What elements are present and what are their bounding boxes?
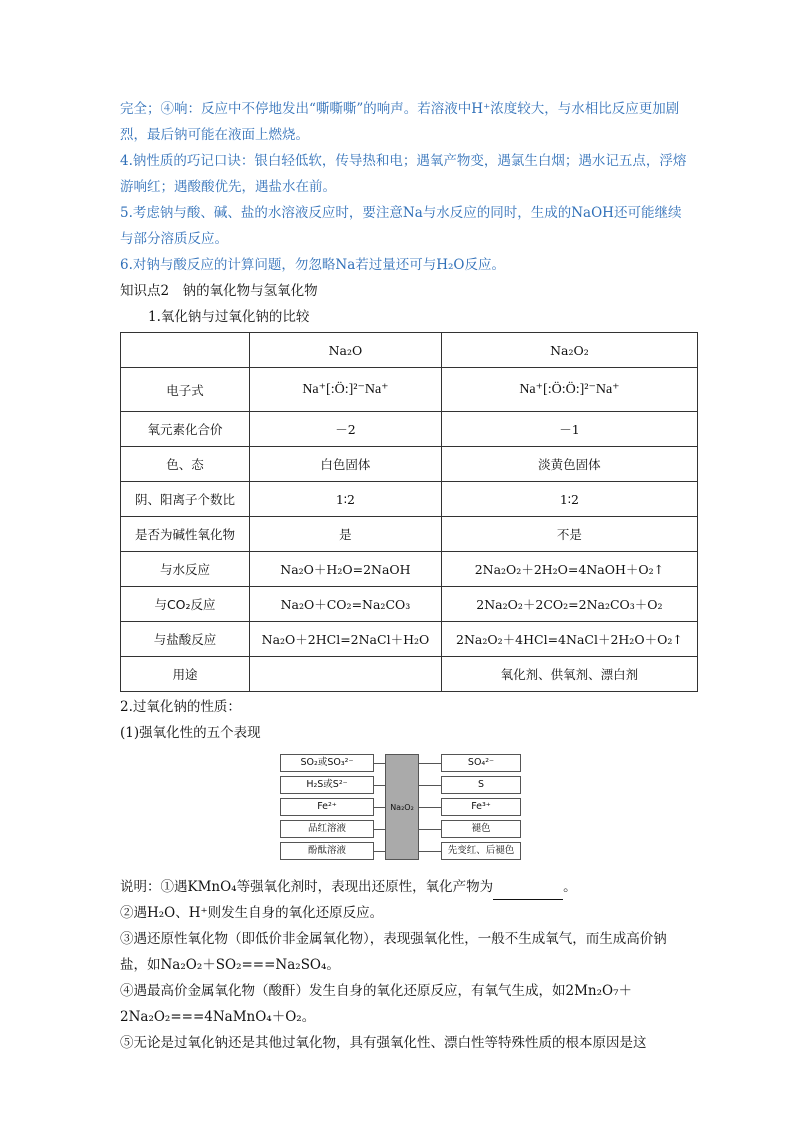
row-label: 是否为碱性氧化物 — [121, 517, 250, 552]
diagram-connector — [373, 785, 385, 786]
document-page — [120, 96, 690, 1056]
table-cell: 淡黄色固体 — [441, 447, 697, 482]
diagram-right-box: 先变红、后褪色 — [441, 842, 521, 860]
table-row — [121, 517, 698, 552]
diagram-center-na2o2: Na₂O₂ — [385, 754, 419, 860]
answer-blank — [493, 885, 563, 900]
diagram-left-box: Fe²⁺ — [280, 798, 374, 816]
table-cell: 2Na₂O₂＋4HCl=4NaCl＋2H₂O＋O₂↑ — [441, 622, 697, 657]
note-4: ④遇最高价金属氧化物（酸酐）发生自身的氧化还原反应，有氧气生成，如2Mn₂O₇＋2Na₂O₂===4NaMnO₄＋O₂。 — [120, 983, 632, 1025]
table-cell: Na₂O＋2HCl=2NaCl＋H₂O — [250, 622, 442, 657]
table-row — [121, 482, 698, 517]
table-cell: 1∶2 — [441, 482, 697, 517]
note-2: ②遇H₂O、H⁺则发生自身的氧化还原反应。 — [120, 905, 384, 921]
paragraph-calculation: 6.对钠与酸反应的计算问题，勿忽略Na若过量还可与H₂O反应。 — [120, 257, 505, 273]
row-label: 氧元素化合价 — [121, 412, 250, 447]
diagram-right-box: S — [441, 776, 521, 794]
note-3: ③遇还原性氧化物（即低价非金属氧化物），表现强氧化性，一般不生成氧气，而生成高价钠盐，如Na₂O₂＋SO₂===Na₂SO₄。 — [120, 931, 667, 973]
diagram-connector — [419, 851, 441, 852]
header-cell-empty — [121, 333, 250, 368]
row-label: 与CO₂反应 — [121, 587, 250, 622]
paragraph-acid-base-salt: 5.考虑钠与酸、碱、盐的水溶液反应时，要注意Na与水反应的同时，生成的NaOH还可能继续与部分溶质反应。 — [120, 205, 682, 247]
section-title: 知识点2 钠的氧化物与氢氧化物 — [120, 283, 318, 299]
table-row — [121, 622, 698, 657]
table-cell: Na₂O＋CO₂=Na₂CO₃ — [250, 587, 442, 622]
diagram-right-box: SO₄²⁻ — [441, 754, 521, 772]
table-cell: －1 — [441, 412, 697, 447]
diagram-connector — [373, 807, 385, 808]
table-row — [121, 447, 698, 482]
paragraph-reaction-note: 完全；④响：反应中不停地发出“嘶嘶嘶”的响声。若溶液中H⁺浓度较大，与水相比反应更加剧烈，最后钠可能在液面上燃烧。 — [120, 101, 680, 143]
table-cell: 不是 — [441, 517, 697, 552]
subheading-oxidizing: (1)强氧化性的五个表现 — [120, 725, 261, 741]
diagram-connector — [419, 829, 441, 830]
row-label: 色、态 — [121, 447, 250, 482]
table-title: 1.氧化钠与过氧化钠的比较 — [148, 309, 310, 325]
comparison-table — [120, 332, 698, 692]
table-row — [121, 412, 698, 447]
diagram-right-box: Fe³⁺ — [441, 798, 521, 816]
oxidizing-diagram — [280, 754, 530, 864]
table-cell: Na₂O＋H₂O=2NaOH — [250, 552, 442, 587]
table-row — [121, 587, 698, 622]
subheading-properties: 2.过氧化钠的性质： — [120, 699, 241, 715]
table-cell — [250, 657, 442, 692]
diagram-right-box: 褪色 — [441, 820, 521, 838]
electron-formula-na2o2: Na⁺[:Ö:Ö:]²⁻Na⁺ — [441, 368, 697, 412]
table-cell: 是 — [250, 517, 442, 552]
paragraph-mnemonic: 4.钠性质的巧记口诀：银白轻低软，传导热和电；遇氧产物变，遇氯生白烟；遇水记五点，浮熔游响红；遇酸酸优先，遇盐水在前。 — [120, 153, 687, 195]
diagram-left-box: 酚酞溶液 — [280, 842, 374, 860]
note-1 — [120, 874, 690, 900]
diagram-connector — [419, 763, 441, 764]
diagram-connector — [419, 807, 441, 808]
table-cell: 白色固体 — [250, 447, 442, 482]
table-cell: 2Na₂O₂＋2CO₂=2Na₂CO₃＋O₂ — [441, 587, 697, 622]
header-cell-na2o2: Na₂O₂ — [441, 333, 697, 368]
diagram-connector — [373, 829, 385, 830]
table-cell: 1∶2 — [250, 482, 442, 517]
table-row — [121, 368, 698, 412]
row-label: 电子式 — [121, 368, 250, 412]
note-1-text: 说明：①遇KMnO₄等强氧化剂时，表现出还原性，氧化产物为 — [120, 879, 494, 895]
table-cell: －2 — [250, 412, 442, 447]
diagram-left-box: SO₂或SO₃²⁻ — [280, 754, 374, 772]
row-label: 用途 — [121, 657, 250, 692]
note-5: ⑤无论是过氧化钠还是其他过氧化物，具有强氧化性、漂白性等特殊性质的根本原因是这 — [120, 1035, 647, 1051]
diagram-left-box: H₂S或S²⁻ — [280, 776, 374, 794]
table-cell: 2Na₂O₂＋2H₂O=4NaOH＋O₂↑ — [441, 552, 697, 587]
row-label: 阴、阳离子个数比 — [121, 482, 250, 517]
diagram-connector — [373, 763, 385, 764]
diagram-left-box: 品红溶液 — [280, 820, 374, 838]
table-header-row — [121, 333, 698, 368]
table-row — [121, 552, 698, 587]
row-label: 与盐酸反应 — [121, 622, 250, 657]
table-row — [121, 657, 698, 692]
diagram-connector — [419, 785, 441, 786]
diagram-connector — [373, 851, 385, 852]
table-cell: 氧化剂、供氧剂、漂白剂 — [441, 657, 697, 692]
header-cell-na2o: Na₂O — [250, 333, 442, 368]
note-1-end: 。 — [563, 879, 577, 895]
row-label: 与水反应 — [121, 552, 250, 587]
electron-formula-na2o: Na⁺[:Ö:]²⁻Na⁺ — [250, 368, 442, 412]
